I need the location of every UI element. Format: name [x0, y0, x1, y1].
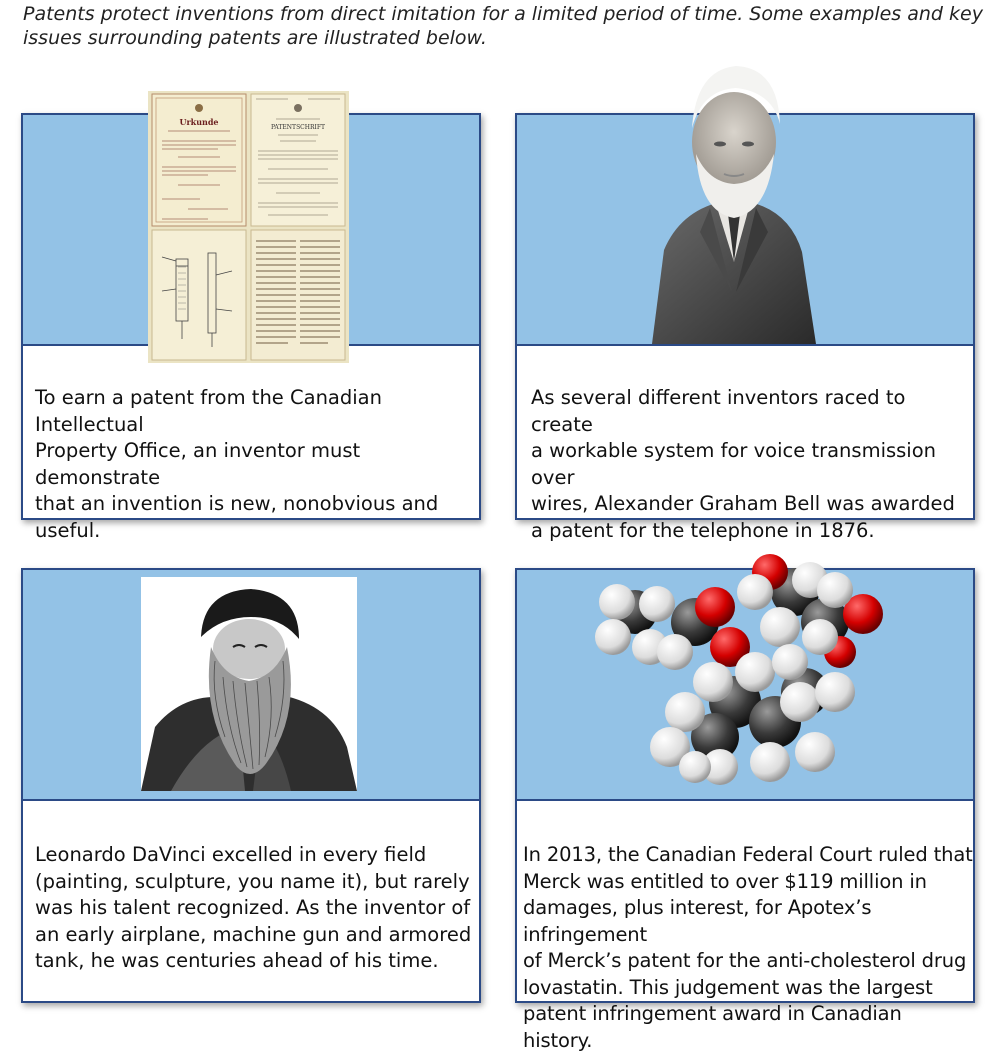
panel-caption: Leonardo DaVinci excelled in every field (painting, sculpture, you name it), but rarely was his talent recognized. As the inventor of an early airplane, machine gun and armored tank, he was centuries ahead of his time. [35, 843, 472, 972]
lovastatin-molecule-model [595, 552, 890, 787]
bell-portrait-image [650, 62, 818, 344]
patent-document-image [148, 91, 349, 363]
panel-caption: In 2013, the Canadian Federal Court ruled that Merck was entitled to over $119 million in damages, plus interest, for Apotex’s infringement of Merck’s patent for the anti-cholesterol drug lovastatin. This judgement was the largest patent infringement award in Canadian history. [523, 843, 973, 1052]
patentschrift-heading: PATENTSCHRIFT [270, 124, 326, 131]
certificate-heading: Urkunde [179, 117, 219, 127]
technical-drawing-page [152, 230, 246, 360]
panel-caption: As several different inventors raced to create a workable system for voice transmission over wires, Alexander Graham Bell was awarded a patent for the telephone in 1876. [531, 386, 955, 542]
intro-text: Patents protect inventions from direct imitation for a limited period of time. Some examples and key issues surrounding patents are illustrated below. [23, 3, 983, 49]
davinci-portrait-image [141, 577, 357, 791]
patentschrift-page [251, 94, 345, 226]
certificate-page [152, 94, 246, 226]
patent-text-page [251, 230, 345, 360]
panel-caption: To earn a patent from the Canadian Intellectual Property Office, an inventor must demonstrate that an invention is new, nonobvious and useful. [35, 386, 439, 542]
